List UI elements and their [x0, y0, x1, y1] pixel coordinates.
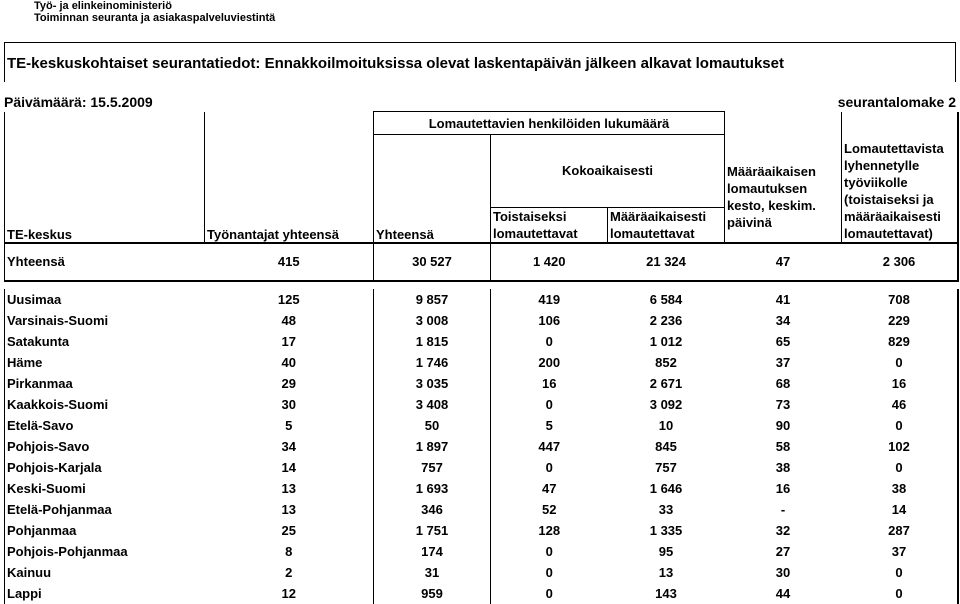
cell-value: 0	[842, 562, 958, 583]
cell-value: 419	[491, 289, 608, 310]
cell-value: 757	[655, 459, 677, 475]
cell-value: 40	[281, 354, 296, 370]
header-line: (toistaiseksi ja	[844, 191, 934, 207]
header-line: lomautettavat	[493, 225, 578, 241]
cell-value: 44	[775, 585, 791, 601]
org-name: Työ- ja elinkeinoministeriö	[34, 0, 172, 12]
row-label: Etelä-Pohjanmaa	[5, 499, 205, 520]
cell-value: 38	[775, 459, 791, 475]
row-label: Varsinais-Suomi	[5, 310, 205, 331]
col-fixed	[608, 207, 725, 243]
table-row	[5, 520, 958, 541]
cell-value: 0	[491, 583, 608, 604]
cell-value: 0	[491, 562, 608, 583]
cell-value: 447	[491, 436, 608, 457]
table-row	[5, 478, 958, 499]
cell-value: 16	[775, 480, 791, 496]
report-meta	[4, 94, 956, 110]
col-duration	[725, 112, 842, 243]
cell-value: 5	[491, 415, 608, 436]
row-label: Etelä-Savo	[5, 415, 205, 436]
header-line: päivinä	[727, 214, 772, 230]
cell-value: 41	[775, 291, 791, 307]
cell-value: 29	[281, 375, 296, 391]
cell-value: 0	[842, 583, 958, 604]
cell-value: 30	[281, 396, 296, 412]
cell-value: 1 335	[649, 522, 683, 538]
cell-value: 128	[491, 520, 608, 541]
row-label: Pohjois-Pohjanmaa	[5, 541, 205, 562]
row-label: Kainuu	[5, 562, 205, 583]
cell-value: 13	[281, 501, 296, 517]
cell-value: 58	[775, 438, 791, 454]
cell-value: 959	[374, 583, 491, 604]
cell-value: 1 693	[374, 478, 491, 499]
table-row	[5, 415, 958, 436]
cell-value: 37	[775, 354, 791, 370]
header-line: Lomautettavista	[844, 140, 944, 156]
cell-value: 2	[285, 564, 293, 580]
cell-value: 2 671	[649, 375, 683, 391]
table-row	[5, 394, 958, 415]
col-employers: Työnantajat yhteensä	[205, 112, 374, 243]
cell-value: 1 815	[374, 331, 491, 352]
cell-value: 2 236	[649, 312, 683, 328]
form-name: seurantalomake 2	[837, 94, 956, 110]
cell-value: 229	[842, 310, 958, 331]
col-group-header: Lomautettavien henkilöiden lukumäärä	[374, 112, 725, 135]
cell-value: 50	[374, 415, 491, 436]
cell-value: 30 527	[374, 243, 491, 281]
cell-value: 65	[775, 333, 791, 349]
row-label: Satakunta	[5, 331, 205, 352]
header-line: lomautettavat	[610, 225, 695, 241]
table-row	[5, 331, 958, 352]
report-date: Päivämäärä: 15.5.2009	[4, 94, 153, 110]
header-line: lyhennetylle	[844, 157, 920, 173]
cell-value: 1 012	[649, 333, 683, 349]
cell-value: 38	[842, 478, 958, 499]
cell-value: 0	[491, 457, 608, 478]
cell-value: 3 008	[374, 310, 491, 331]
cell-value: 33	[658, 501, 674, 517]
cell-value: 1 420	[491, 243, 608, 281]
row-label: Pirkanmaa	[5, 373, 205, 394]
header-line: lomautuksen	[727, 180, 808, 196]
row-label: Yhteensä	[5, 243, 205, 281]
cell-value: 143	[655, 585, 677, 601]
col-subgroup-header: Kokoaikaisesti	[491, 135, 725, 208]
cell-value: 102	[842, 436, 958, 457]
org-unit: Toiminnan seuranta ja asiakaspalveluviestintä	[34, 12, 276, 24]
cell-value: 14	[842, 499, 958, 520]
cell-value: 16	[842, 373, 958, 394]
row-label: Pohjanmaa	[5, 520, 205, 541]
cell-value: 829	[842, 331, 958, 352]
cell-value: 708	[842, 289, 958, 310]
cell-value: 27	[775, 543, 791, 559]
cell-value: 21 324	[608, 243, 725, 281]
cell-value: -	[780, 501, 786, 517]
cell-value: 95	[658, 543, 674, 559]
cell-value: 757	[374, 457, 491, 478]
cell-value: 0	[842, 352, 958, 373]
cell-value: 200	[491, 352, 608, 373]
cell-value: 32	[775, 522, 791, 538]
table-row	[5, 499, 958, 520]
total-row	[5, 243, 958, 281]
cell-value: 17	[281, 333, 296, 349]
cell-value: 1 751	[374, 520, 491, 541]
cell-value: 10	[658, 417, 674, 433]
table-row	[5, 352, 958, 373]
cell-value: 37	[842, 541, 958, 562]
cell-value: 34	[281, 438, 296, 454]
col-shortened	[842, 112, 958, 243]
cell-value: 1 897	[374, 436, 491, 457]
cell-value: 125	[277, 291, 300, 307]
cell-value: 34	[775, 312, 791, 328]
header-line: lomautettavat)	[844, 225, 933, 241]
header-line: Määräaikaisen	[727, 163, 816, 179]
row-label: Häme	[5, 352, 205, 373]
cell-value: 3 092	[649, 396, 683, 412]
cell-value: 48	[281, 312, 296, 328]
cell-value: 415	[205, 243, 374, 281]
cell-value: 68	[775, 375, 791, 391]
header-line: Toistaiseksi	[493, 208, 567, 224]
cell-value: 852	[655, 354, 677, 370]
cell-value: 0	[842, 415, 958, 436]
cell-value: 174	[374, 541, 491, 562]
table-row	[5, 541, 958, 562]
header-line: kesto, keskim.	[727, 197, 816, 213]
cell-value: 73	[775, 396, 791, 412]
cell-value: 0	[491, 541, 608, 562]
cell-value: 13	[281, 480, 296, 496]
table-row	[5, 289, 958, 310]
table-row	[5, 373, 958, 394]
cell-value: 47	[725, 243, 842, 281]
spacer-row	[5, 281, 958, 289]
row-label: Pohjois-Savo	[5, 436, 205, 457]
cell-value: 287	[842, 520, 958, 541]
header-line: Määräaikaisesti	[610, 208, 707, 224]
cell-value: 1 646	[649, 480, 683, 496]
cell-value: 14	[281, 459, 296, 475]
cell-value: 106	[491, 310, 608, 331]
col-te-keskus: TE-keskus	[5, 112, 205, 243]
header-line: määräaikaisesti	[844, 208, 941, 224]
cell-value: 0	[491, 394, 608, 415]
cell-value: 47	[491, 478, 608, 499]
cell-value: 12	[281, 585, 296, 601]
row-label: Uusimaa	[5, 289, 205, 310]
cell-value: 46	[842, 394, 958, 415]
col-temporary	[491, 207, 608, 243]
col-total: Yhteensä	[374, 135, 491, 243]
row-label: Keski-Suomi	[5, 478, 205, 499]
table-row	[5, 583, 958, 604]
table-row	[5, 310, 958, 331]
table-row	[5, 436, 958, 457]
cell-value: 845	[655, 438, 677, 454]
cell-value: 31	[374, 562, 491, 583]
header-line: työviikolle	[844, 174, 908, 190]
table-row	[5, 562, 958, 583]
cell-value: 1 746	[374, 352, 491, 373]
table-row	[5, 457, 958, 478]
cell-value: 3 408	[374, 394, 491, 415]
cell-value: 13	[658, 564, 674, 580]
row-label: Lappi	[5, 583, 205, 604]
row-label: Pohjois-Karjala	[5, 457, 205, 478]
cell-value: 16	[491, 373, 608, 394]
cell-value: 52	[491, 499, 608, 520]
cell-value: 3 035	[374, 373, 491, 394]
cell-value: 0	[842, 457, 958, 478]
cell-value: 346	[374, 499, 491, 520]
cell-value: 2 306	[842, 243, 958, 281]
row-label: Kaakkois-Suomi	[5, 394, 205, 415]
cell-value: 6 584	[649, 291, 683, 307]
cell-value: 30	[775, 564, 791, 580]
cell-value: 5	[285, 417, 293, 433]
report-title: TE-keskuskohtaiset seurantatiedot: Ennakkoilmoituksissa olevat laskentapäivän jälkeen alkavat lomautukset	[4, 42, 956, 82]
cell-value: 25	[281, 522, 296, 538]
cell-value: 90	[775, 417, 791, 433]
cell-value: 8	[285, 543, 293, 559]
statistics-table	[4, 111, 959, 604]
cell-value: 0	[491, 331, 608, 352]
cell-value: 9 857	[374, 289, 491, 310]
